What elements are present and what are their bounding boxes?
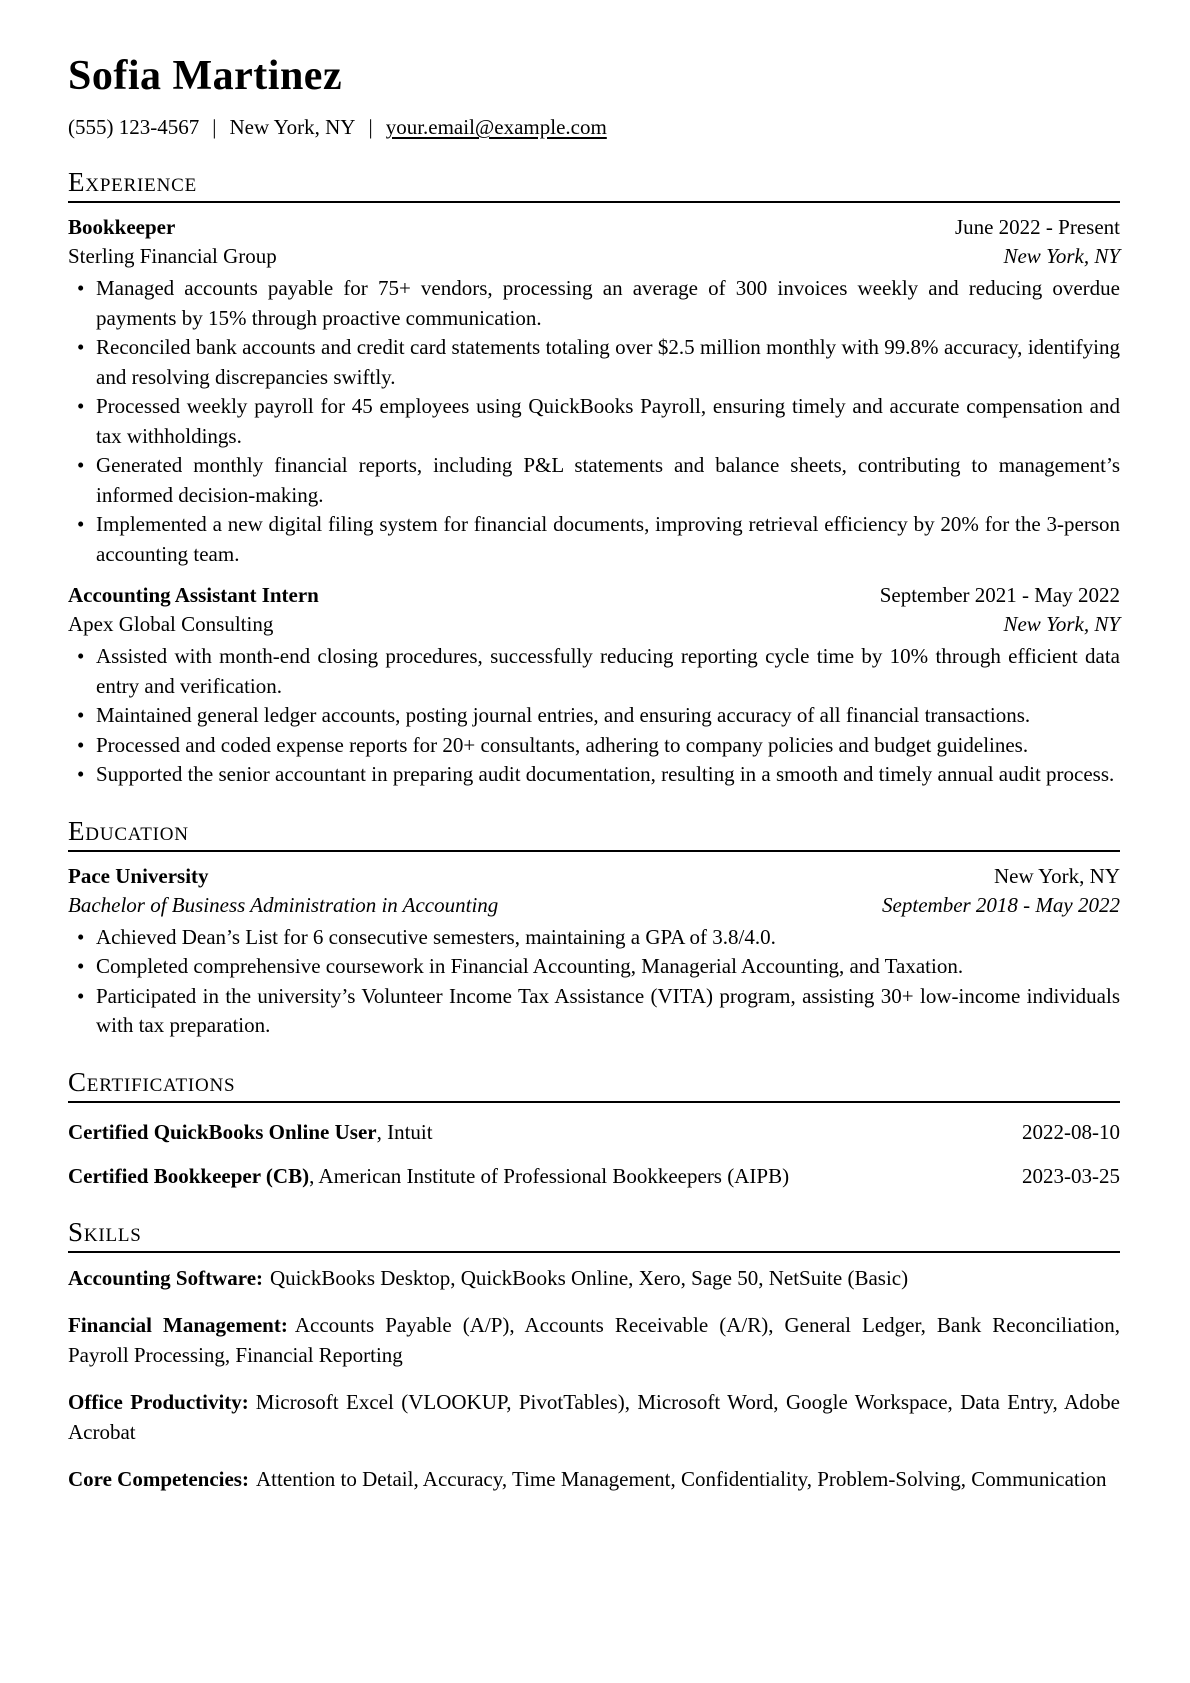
section-education (68, 816, 1120, 1041)
bullet-item: • Reconciled bank accounts and credit card statements totaling over $2.5 million monthly with 99.8% accuracy, identifying and resolving discrepancies swiftly. (68, 333, 1120, 392)
skill-category-label: Accounting Software: (68, 1266, 264, 1291)
job-dates: June 2022 - Present (954, 215, 1120, 240)
job-bullet-list (68, 274, 1120, 569)
section-skills (68, 1217, 1120, 1494)
skill-line-office-productivity (68, 1387, 1120, 1447)
education-header-row (68, 862, 1120, 891)
section-experience (68, 167, 1120, 790)
certification-issuer: , Intuit (376, 1120, 433, 1145)
job-title: Bookkeeper (68, 215, 176, 240)
section-title-certifications: Certifications (68, 1067, 1120, 1103)
certification-date: 2023-03-25 (1022, 1164, 1120, 1189)
job-location: New York, NY (1003, 612, 1120, 637)
certification-text (68, 1162, 789, 1191)
bullet-item: • Maintained general ledger accounts, posting journal entries, and ensuring accuracy of all financial transactions. (68, 701, 1120, 731)
job-subheader-row (68, 242, 1120, 271)
certification-name: Certified Bookkeeper (CB) (68, 1164, 310, 1189)
school-name: Pace University (68, 863, 209, 888)
certification-issuer: , American Institute of Professional Bookkeepers (AIPB) (309, 1164, 790, 1189)
school-location: New York, NY (993, 863, 1120, 888)
education-entry (68, 862, 1120, 1041)
bullet-item: • Assisted with month-end closing procedures, successfully reducing reporting cycle time by 10% through efficient data entry and verification. (68, 642, 1120, 701)
job-title: Accounting Assistant Intern (68, 583, 319, 608)
job-entry-bookkeeper (68, 213, 1120, 569)
skill-line-core-competencies (68, 1464, 1120, 1494)
contact-separator: | (368, 115, 373, 140)
bullet-item: • Processed weekly payroll for 45 employees using QuickBooks Payroll, ensuring timely and accurate compensation and tax withholdings. (68, 392, 1120, 451)
skill-category-label: Core Competencies: (68, 1467, 249, 1492)
job-header-row (68, 581, 1120, 610)
skill-items: Microsoft Excel (VLOOKUP, PivotTables), Microsoft Word, Google Workspace, Data Entry, Adobe Acrobat (68, 1390, 1120, 1445)
job-company: Apex Global Consulting (68, 612, 274, 637)
degree-name: Bachelor of Business Administration in Accounting (68, 892, 499, 917)
bullet-item: • Implemented a new digital filing system for financial documents, improving retrieval efficiency by 20% for the 3-person accounting team. (68, 510, 1120, 569)
certification-date: 2022-08-10 (1022, 1120, 1120, 1145)
bullet-item: • Completed comprehensive coursework in Financial Accounting, Managerial Accounting, and Taxation. (68, 952, 1120, 982)
bullet-item: • Managed accounts payable for 75+ vendors, processing an average of 300 invoices weekly and reducing overdue payments by 15% through proactive communication. (68, 274, 1120, 333)
section-title-education: Education (68, 816, 1120, 852)
job-company: Sterling Financial Group (68, 244, 277, 269)
bullet-item: • Achieved Dean’s List for 6 consecutive semesters, maintaining a GPA of 3.8/4.0. (68, 923, 1120, 953)
person-name: Sofia Martinez (68, 53, 343, 99)
skill-items: Attention to Detail, Accuracy, Time Management, Confidentiality, Problem-Solving, Communication (255, 1467, 1107, 1492)
job-location: New York, NY (1003, 244, 1120, 269)
contact-separator: | (212, 115, 217, 140)
bullet-item: • Supported the senior accountant in preparing audit documentation, resulting in a smooth and timely annual audit process. (68, 760, 1120, 790)
education-dates: September 2018 - May 2022 (882, 892, 1120, 917)
education-subheader-row (68, 891, 1120, 920)
bullet-item: • Processed and coded expense reports for 20+ consultants, adhering to company policies and budget guidelines. (68, 731, 1120, 761)
education-bullet-list (68, 923, 1120, 1041)
job-subheader-row (68, 610, 1120, 639)
certification-entry (68, 1118, 1120, 1147)
certification-name: Certified QuickBooks Online User (68, 1120, 377, 1145)
email-link[interactable]: your.email@example.com (385, 115, 607, 140)
skill-items: QuickBooks Desktop, QuickBooks Online, Xero, Sage 50, NetSuite (Basic) (270, 1266, 909, 1291)
certification-text (68, 1118, 433, 1147)
job-header-row (68, 213, 1120, 242)
section-title-skills: Skills (68, 1217, 1120, 1253)
skill-line-financial-management (68, 1310, 1120, 1370)
skill-category-label: Office Productivity: (68, 1390, 249, 1415)
bullet-item: • Generated monthly financial reports, including P&L statements and balance sheets, contributing to management’s informed decision-making. (68, 451, 1120, 510)
contact-line (68, 114, 1120, 141)
skill-category-label: Financial Management: (68, 1313, 288, 1338)
job-bullet-list (68, 642, 1120, 790)
section-title-experience: Experience (68, 167, 1120, 203)
bullet-item: • Participated in the university’s Volunteer Income Tax Assistance (VITA) program, assisting 30+ low-income individuals with tax preparation. (68, 982, 1120, 1041)
certification-entry (68, 1162, 1120, 1191)
job-entry-accounting-assistant-intern (68, 581, 1120, 790)
phone-number: (555) 123-4567 (68, 115, 200, 140)
skill-line-accounting-software (68, 1263, 1120, 1293)
section-certifications (68, 1067, 1120, 1191)
job-dates: September 2021 - May 2022 (879, 583, 1120, 608)
skill-items: Accounts Payable (A/P), Accounts Receivable (A/R), General Ledger, Bank Reconciliation, Payroll Processing, Financial Reporting (68, 1313, 1120, 1368)
location-text: New York, NY (229, 115, 356, 140)
